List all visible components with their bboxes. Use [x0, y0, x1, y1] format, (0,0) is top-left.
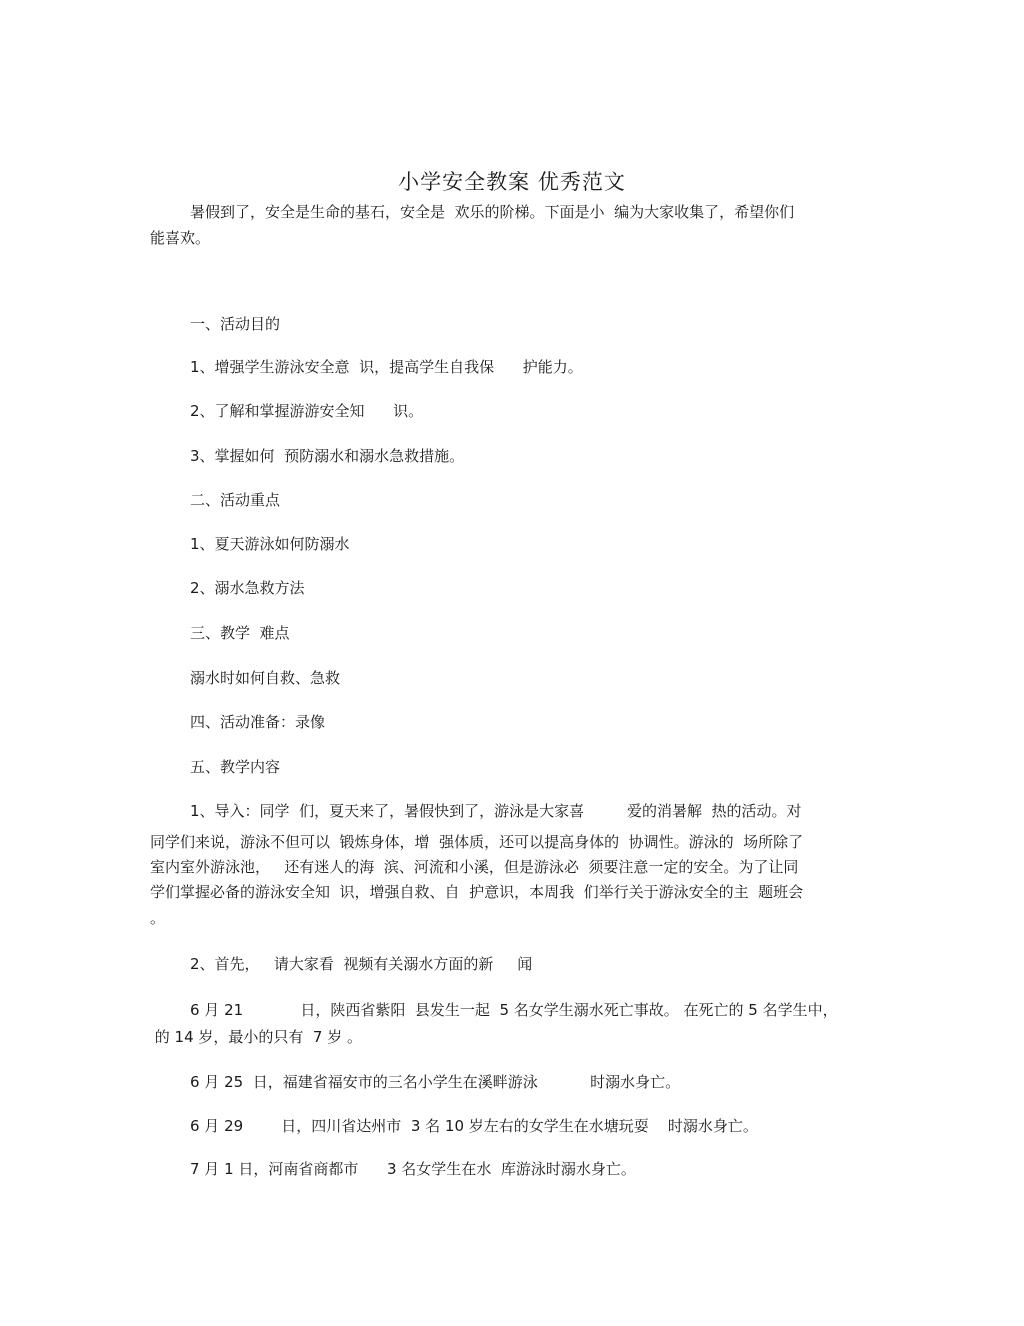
section-4-heading: 四、活动准备：录像	[190, 713, 326, 731]
section-5-para-2: 2、首先， 请大家看 视频有关溺水方面的新 闻	[190, 955, 533, 973]
section-3-heading: 三、教学 难点	[190, 624, 290, 642]
section-1-item-1: 1、增强学生游泳安全意 识，提高学生自我保 护能力。	[190, 358, 583, 376]
news-line-2: 的 14 岁，最小的只有 7 岁 。	[150, 1028, 363, 1046]
section-3-text: 溺水时如何自救、急救	[190, 669, 341, 687]
section-5-heading: 五、教学内容	[190, 758, 281, 776]
intro-line-2: 能喜欢。	[150, 229, 211, 247]
intro-line-1: 暑假到了，安全是生命的基石，安全是 欢乐的阶梯。下面是小 编为大家收集了，希望你们	[190, 203, 795, 221]
section-2-heading: 二、活动重点	[190, 491, 281, 509]
section-1-item-3: 3、掌握如何 预防溺水和溺水急救措施。	[190, 447, 465, 465]
news-line-1: 6 月 21 日，陕西省紫阳 县发生一起 5 名女学生溺水死亡事故。 在死亡的 5 名学生中，	[190, 1001, 838, 1019]
section-5-para-1-line-4: 学们掌握必备的游泳安全知 识，增强自救、自 护意识，本周我 们举行关于游泳安全的主 题班会	[150, 883, 804, 901]
section-5-para-1-line-2: 同学们来说，游泳不但可以 锻炼身体，增 强体质，还可以提高身体的 协调性。游泳的 场所除了	[150, 833, 804, 851]
news-line-5: 7 月 1 日，河南省商都市 3 名女学生在水 库游泳时溺水身亡。	[190, 1160, 636, 1178]
news-line-3: 6 月 25 日，福建省福安市的三名小学生在溪畔游泳 时溺水身亡。	[190, 1073, 681, 1091]
document-title: 小学安全教案 优秀范文	[398, 170, 626, 194]
section-1-item-2: 2、了解和掌握游游安全知 识。	[190, 402, 424, 420]
news-line-4: 6 月 29 日，四川省达州市 3 名 10 岁左右的女学生在水塘玩耍 时溺水身亡。	[190, 1117, 758, 1135]
section-5-para-1-line-5: 。	[150, 909, 166, 927]
section-2-item-1: 1、夏天游泳如何防溺水	[190, 535, 350, 553]
section-2-item-2: 2、溺水急救方法	[190, 579, 305, 597]
section-1-heading: 一、活动目的	[190, 315, 281, 333]
section-5-para-1-line-1: 1、导入：同学 们，夏天来了，暑假快到了，游泳是大家喜 爱的消暑解 热的活动。对	[190, 802, 802, 820]
section-5-para-1-line-3: 室内室外游泳池， 还有迷人的海 滨、河流和小溪，但是游泳必 须要注意一定的安全。为了让同	[150, 858, 799, 876]
